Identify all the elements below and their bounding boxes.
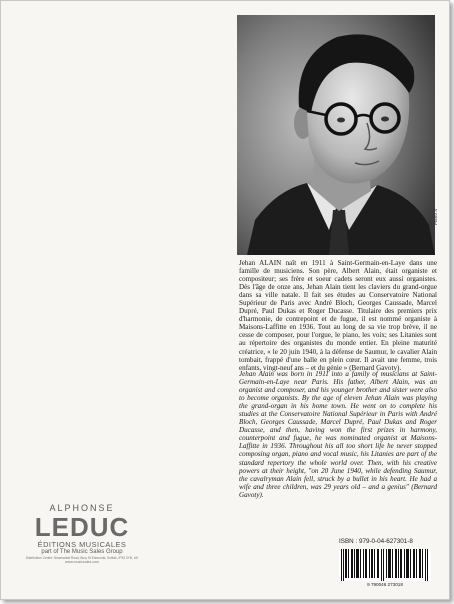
composer-portrait	[237, 15, 435, 255]
publisher-subtitle: ÉDITIONS MUSICALES	[37, 540, 127, 549]
publisher-name: LEDUC	[34, 512, 130, 542]
biography-english: Jehan Alain was born in 1911 into a family of musicians at Saint-Germain-en-Laye near Paris. His father, Albert Alain, was an organist and composer, and his younger brother and sister were also to become organists. By the age of eleven Jehan Alain was playing the grand-organ in his home town. He went on to complete his studies at the Conservatoire National Supérieur in Paris with André Bloch, Georges Caussade, Marcel Dupré, Paul Dukas and Roger Ducasse, and then, having won the first prizes in harmony, counterpoint and fugue, he was nominated organist at Maisons-Laffitte in 1936. Throughout his all too short life he never stopped composing organ, piano and vocal music, his Litanies are part of the standard repertory the whole world over. Then, with his creative powers at their height, "on 20 June 1940, while defending Saumur, the cavalryman Alain fell, struck by a bullet in his heart. He had a wife and three children, was 29 years old – and a genius" (Bernard Gavoty).	[239, 370, 437, 499]
publisher-brand: ALPHONSE	[49, 503, 115, 513]
publisher-group: part of The Music Sales Group	[41, 549, 123, 555]
publisher-url: www.musicsales.com	[64, 560, 100, 564]
publisher-distribution: Distribution Centre: Newmarket Road, Bury St Edmunds, Suffolk, IP33 3YB, UK	[25, 556, 139, 560]
biography-french: Jehan ALAIN naît en 1911 à Saint-Germain-en-Laye dans une famille de musiciens. Son père, Albert Alain, était organiste et compositeur; ses frère et soeur cadets seront eux aussi organistes. Dès l'âge de onze ans, Jehan Alain tient les claviers du grand-orgue dans sa ville natale. Il fait ses études au Conservatoire National Supérieur de Paris avec André Bloch, Georges Caussade, Marcel Dupré, Paul Dukas et Roger Ducasse. Titulaire des premiers prix d'harmonie, de contrepoint et de fugue, il est nommé organiste à Maisons-Laffitte en 1936. Tout au long de sa vie trop brève, il ne cesse de composer, pour l'orgue, le piano, les voix; ses Litanies sont au répertoire des organistes du monde entier. En pleine maturité créatrice, « le 20 juin 1940, à la défense de Saumur, le cavalier Alain tombait, frappé d'une balle en plein cœur. Il avait une femme, trois enfants, vingt-neuf ans – et du génie » (Bernard Gavoty).	[239, 259, 437, 372]
photo-credit: Photo X	[434, 208, 439, 225]
barcode	[333, 549, 437, 589]
publisher-logo	[7, 503, 157, 564]
barcode-bars	[339, 549, 431, 581]
isbn-label: ISBN : 979-0-04-627301-8	[339, 538, 413, 545]
barcode-number: 9 790046 273018	[367, 582, 403, 587]
